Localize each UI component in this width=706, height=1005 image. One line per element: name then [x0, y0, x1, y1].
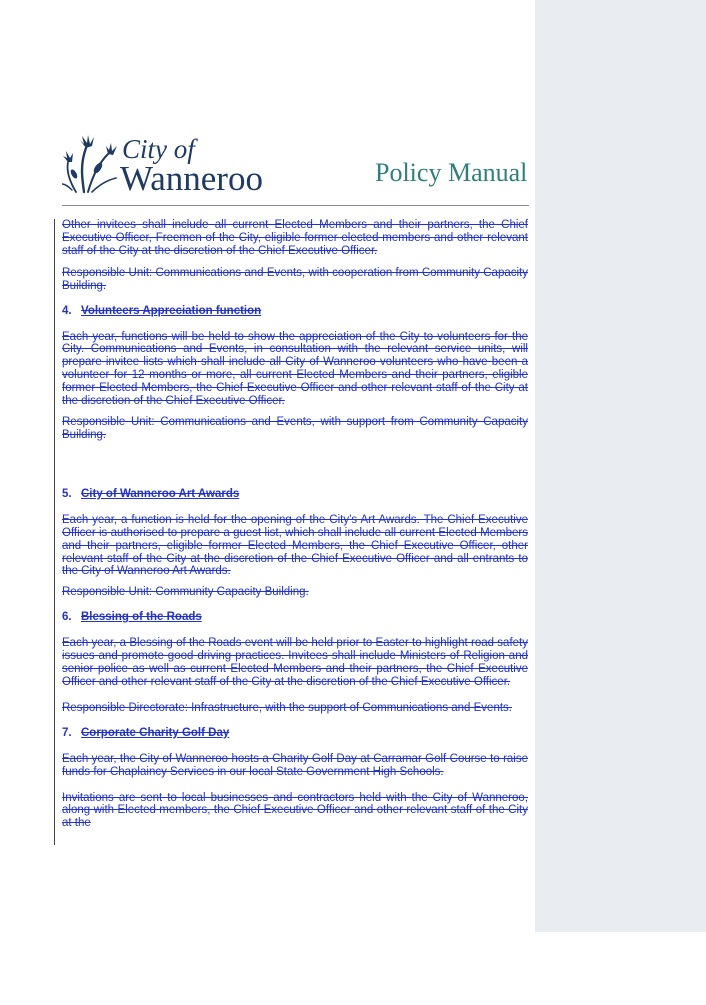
paragraph-responsible-unit-3: Responsible Unit: Communications and Events, with cooperation from Community Capacity Building. [62, 266, 528, 292]
revision-change-bar [54, 219, 55, 845]
comment-pane [535, 0, 706, 932]
paragraph-volunteers-main: Each year, functions will be held to show the appreciation of the City to volunteers for the City. Communications and Events, in consultation with the relevant service units, will prepare invitee lists which shall include all City of Wanneroo volunteers who have been a volunteer for 12 months or more, all current Elected Members and their partners, eligible former Elected Members, the Chief Executive Officer and other relevant staff of the City at the discretion of the Chief Executive Officer. [62, 330, 528, 408]
heading-blessing-of-roads [62, 611, 528, 624]
policy-manual-title: Policy Manual [375, 158, 528, 187]
paragraph-art-awards-responsible: Responsible Unit: Community Capacity Building. [62, 586, 309, 599]
document-body [62, 219, 528, 830]
heading-art-awards [62, 488, 528, 501]
heading-charity-golf-day [62, 727, 528, 740]
paragraph-other-invitees: Other invitees shall include all current Elected Members and their partners, the Chief Executive Officer, Freemen of the City, eligible former elected members and other relevant staff of the City at the discretion of the Chief Executive Officer. [62, 219, 528, 257]
heading-number: 7. [62, 726, 72, 739]
paragraph-golf-main: Each year, the City of Wanneroo hosts a Charity Golf Day at Carramar Golf Course to raise funds for Chaplaincy Services in our local State Government High Schools. [62, 752, 528, 778]
heading-number: 6. [62, 611, 72, 624]
paragraph-blessing-responsible: Responsible Directorate: Infrastructure, with the support of Communications and Events. [62, 701, 512, 714]
logo-wanneroo-text: Wanneroo [120, 159, 263, 198]
heading-text: City of Wanneroo Art Awards [81, 487, 240, 500]
paragraph-volunteers-responsible: Responsible Unit: Communications and Events, with support from Community Capacity Building. [62, 415, 528, 441]
heading-number: 5. [62, 487, 72, 500]
paragraph-blessing-main: Each year, a Blessing of the Roads event will be held prior to Easter to highlight road safety issues and promote good driving practices. Invitees shall include Ministers of Religion and senior police as well as current Elected Members and their partners, the Chief Executive Officer and other relevant staff of the City at the discretion of the Chief Executive Officer. [62, 637, 528, 688]
city-logo [62, 134, 272, 198]
heading-volunteers-appreciation [62, 305, 528, 318]
header-divider [62, 205, 529, 206]
heading-text: Corporate Charity Golf Day [81, 726, 230, 739]
wanneroo-flower-logo-icon [62, 134, 120, 194]
paragraph-art-awards-main: Each year, a function is held for the opening of the City’s Art Awards. The Chief Executive Officer is authorised to prepare a guest list, which shall include all current Elected Members and their partners, eligible former Elected Members, the Chief Executive Officer, other relevant staff of the City at the discretion of the Chief Executive Officer and all entrants to the City of Wanneroo Art Awards. [62, 513, 528, 578]
heading-text: Blessing of the Roads [81, 611, 202, 624]
heading-number: 4. [62, 304, 72, 317]
heading-text: Volunteers Appreciation function [81, 304, 262, 317]
logo-city-text: City of [122, 134, 195, 164]
paragraph-golf-invitations: Invitations are sent to local businesses and contractors held with the City of Wanneroo, along with Elected members, the Chief Executive Officer and other relevant staff of the City at the [62, 791, 528, 830]
